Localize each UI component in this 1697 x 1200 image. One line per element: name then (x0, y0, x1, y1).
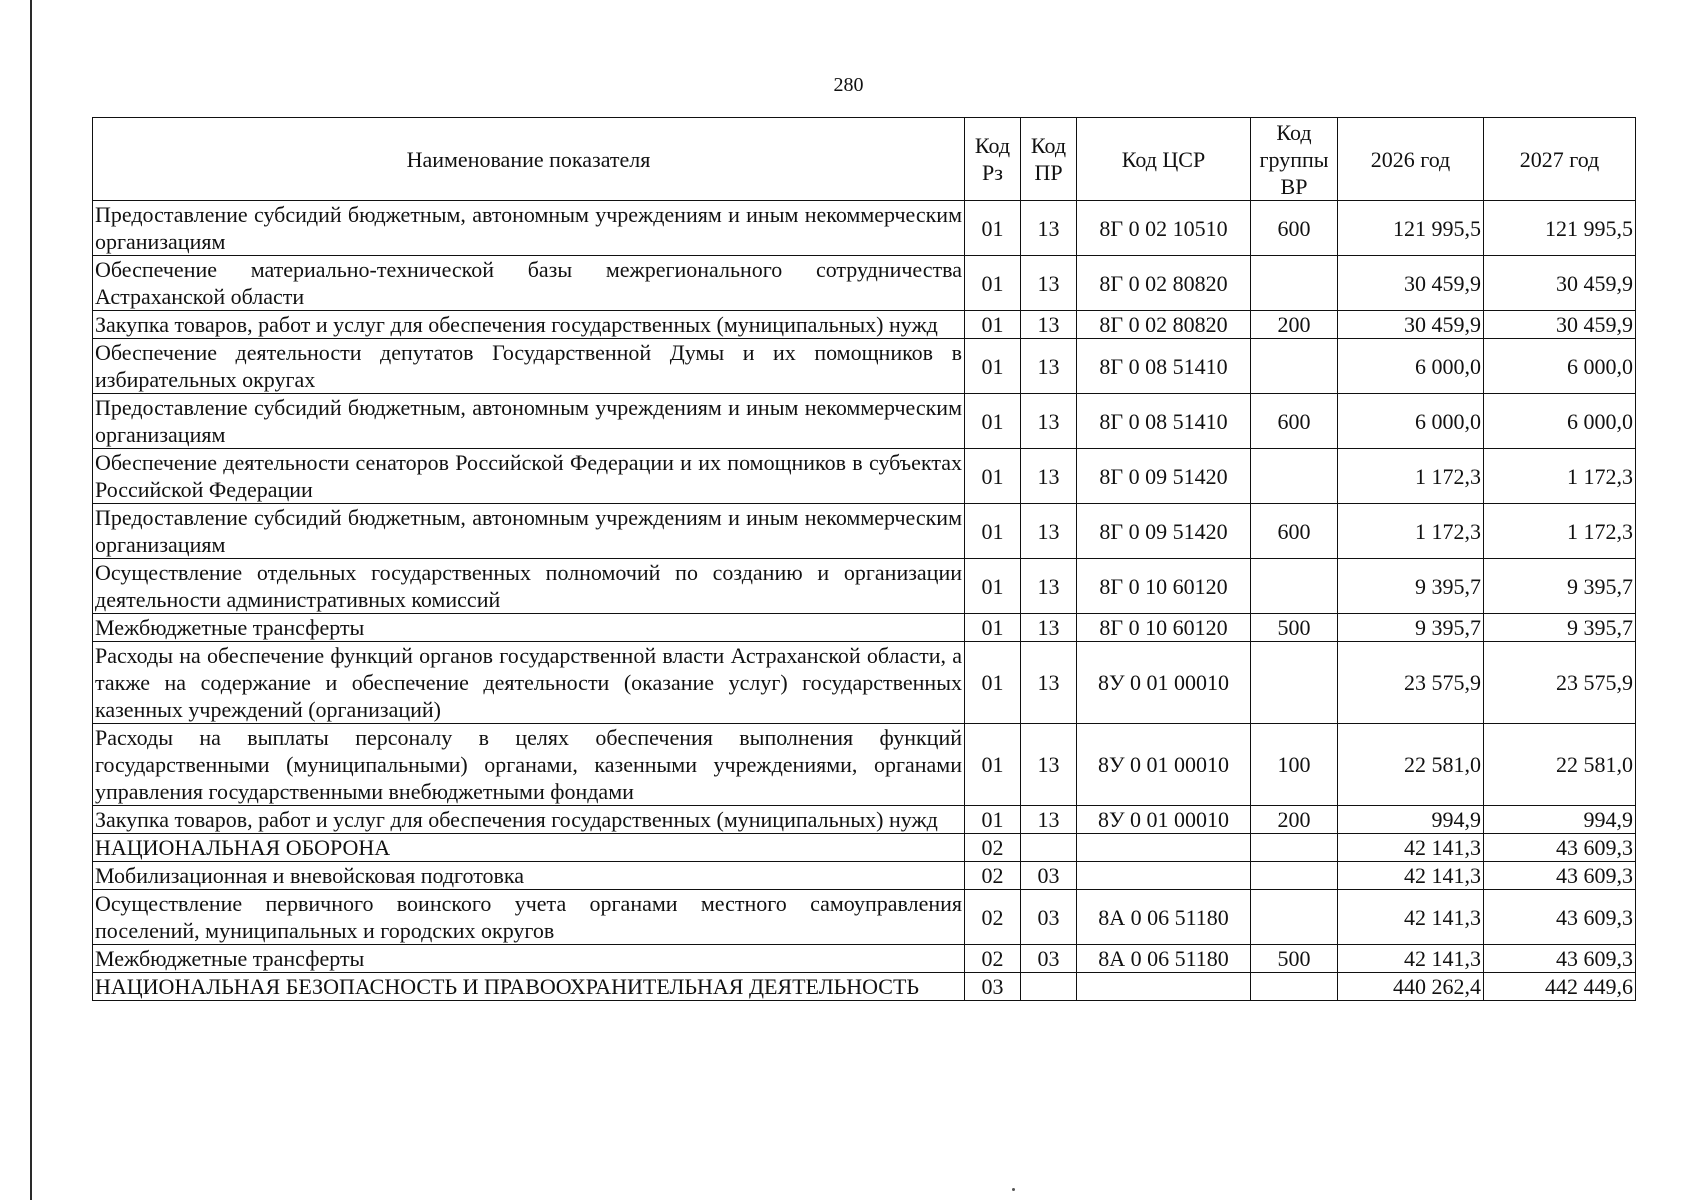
row-rz: 01 (965, 504, 1021, 559)
row-2026: 22 581,0 (1338, 724, 1484, 806)
row-rz: 01 (965, 201, 1021, 256)
header-2026: 2026 год (1338, 118, 1484, 201)
row-vr: 200 (1251, 311, 1338, 339)
table-row (93, 642, 1636, 724)
row-2026: 440 262,4 (1338, 973, 1484, 1001)
table-row (93, 504, 1636, 559)
row-pr: 13 (1021, 614, 1077, 642)
row-2026: 6 000,0 (1338, 339, 1484, 394)
row-csr: 8А 0 06 51180 (1077, 890, 1251, 945)
row-2027: 30 459,9 (1484, 256, 1636, 311)
row-pr (1021, 834, 1077, 862)
row-vr (1251, 339, 1338, 394)
row-vr: 600 (1251, 394, 1338, 449)
row-rz: 01 (965, 339, 1021, 394)
row-rz: 02 (965, 890, 1021, 945)
row-rz: 01 (965, 724, 1021, 806)
row-pr: 13 (1021, 256, 1077, 311)
row-vr (1251, 642, 1338, 724)
row-rz: 01 (965, 256, 1021, 311)
row-name: Осуществление отдельных государственных полномочий по созданию и организации деятельности административных комиссий (93, 559, 965, 614)
row-csr: 8Г 0 08 51410 (1077, 339, 1251, 394)
row-csr (1077, 973, 1251, 1001)
row-vr: 600 (1251, 201, 1338, 256)
row-2026: 23 575,9 (1338, 642, 1484, 724)
row-csr: 8У 0 01 00010 (1077, 724, 1251, 806)
row-pr (1021, 973, 1077, 1001)
row-name: Расходы на выплаты персоналу в целях обеспечения выполнения функций государственными (муниципальными) органами, казенными учреждениями, органами управления государственными внебюджетными фондами (93, 724, 965, 806)
row-csr: 8Г 0 10 60120 (1077, 614, 1251, 642)
row-csr: 8Г 0 10 60120 (1077, 559, 1251, 614)
row-2026: 42 141,3 (1338, 945, 1484, 973)
row-rz: 01 (965, 394, 1021, 449)
row-pr: 13 (1021, 311, 1077, 339)
budget-table (92, 117, 1636, 1001)
row-2027: 43 609,3 (1484, 834, 1636, 862)
row-vr: 100 (1251, 724, 1338, 806)
table-row (93, 724, 1636, 806)
row-vr (1251, 890, 1338, 945)
row-2027: 9 395,7 (1484, 614, 1636, 642)
header-name: Наименование показателя (93, 118, 965, 201)
row-vr: 500 (1251, 945, 1338, 973)
row-rz: 01 (965, 311, 1021, 339)
binding-line (30, 0, 32, 1200)
row-2027: 6 000,0 (1484, 339, 1636, 394)
row-2027: 43 609,3 (1484, 862, 1636, 890)
table-row (93, 311, 1636, 339)
header-vr: Код группы ВР (1251, 118, 1338, 201)
row-2026: 121 995,5 (1338, 201, 1484, 256)
row-csr (1077, 834, 1251, 862)
scan-mark (1012, 1188, 1015, 1191)
row-2027: 23 575,9 (1484, 642, 1636, 724)
row-2027: 1 172,3 (1484, 504, 1636, 559)
header-2027: 2027 год (1484, 118, 1636, 201)
row-pr: 03 (1021, 945, 1077, 973)
table-row (93, 945, 1636, 973)
row-2027: 9 395,7 (1484, 559, 1636, 614)
row-2027: 30 459,9 (1484, 311, 1636, 339)
table-row (93, 449, 1636, 504)
row-vr (1251, 862, 1338, 890)
row-vr (1251, 834, 1338, 862)
row-2026: 994,9 (1338, 806, 1484, 834)
row-vr (1251, 973, 1338, 1001)
row-pr: 13 (1021, 449, 1077, 504)
row-csr: 8Г 0 02 80820 (1077, 311, 1251, 339)
row-2026: 1 172,3 (1338, 449, 1484, 504)
table-row (93, 256, 1636, 311)
row-2027: 994,9 (1484, 806, 1636, 834)
row-2026: 42 141,3 (1338, 862, 1484, 890)
row-2027: 1 172,3 (1484, 449, 1636, 504)
row-rz: 02 (965, 945, 1021, 973)
row-csr: 8Г 0 02 10510 (1077, 201, 1251, 256)
header-csr: Код ЦСР (1077, 118, 1251, 201)
row-pr: 13 (1021, 806, 1077, 834)
row-rz: 02 (965, 834, 1021, 862)
row-vr: 600 (1251, 504, 1338, 559)
row-csr: 8Г 0 09 51420 (1077, 449, 1251, 504)
table-header-row (93, 118, 1636, 201)
row-2026: 9 395,7 (1338, 614, 1484, 642)
row-vr (1251, 256, 1338, 311)
table-row (93, 201, 1636, 256)
row-csr: 8У 0 01 00010 (1077, 642, 1251, 724)
row-pr: 13 (1021, 201, 1077, 256)
header-rz: Код Рз (965, 118, 1021, 201)
row-2026: 6 000,0 (1338, 394, 1484, 449)
header-pr: Код ПР (1021, 118, 1077, 201)
row-pr: 13 (1021, 394, 1077, 449)
row-2026: 30 459,9 (1338, 311, 1484, 339)
row-csr (1077, 862, 1251, 890)
row-2026: 1 172,3 (1338, 504, 1484, 559)
row-name: Межбюджетные трансферты (93, 945, 965, 973)
row-name: Предоставление субсидий бюджетным, автономным учреждениям и иным некоммерческим организациям (93, 504, 965, 559)
row-2027: 22 581,0 (1484, 724, 1636, 806)
row-2027: 43 609,3 (1484, 945, 1636, 973)
row-rz: 03 (965, 973, 1021, 1001)
table-row (93, 862, 1636, 890)
row-csr: 8У 0 01 00010 (1077, 806, 1251, 834)
row-csr: 8Г 0 08 51410 (1077, 394, 1251, 449)
row-2027: 6 000,0 (1484, 394, 1636, 449)
row-rz: 01 (965, 559, 1021, 614)
row-name: Предоставление субсидий бюджетным, автономным учреждениям и иным некоммерческим организациям (93, 201, 965, 256)
row-name: Обеспечение деятельности депутатов Государственной Думы и их помощников в избирательных округах (93, 339, 965, 394)
row-pr: 13 (1021, 642, 1077, 724)
row-name: Закупка товаров, работ и услуг для обеспечения государственных (муниципальных) нужд (93, 311, 965, 339)
row-2026: 9 395,7 (1338, 559, 1484, 614)
row-rz: 01 (965, 614, 1021, 642)
row-name: НАЦИОНАЛЬНАЯ БЕЗОПАСНОСТЬ И ПРАВООХРАНИТЕЛЬНАЯ ДЕЯТЕЛЬНОСТЬ (93, 973, 965, 1001)
row-pr: 13 (1021, 504, 1077, 559)
row-2027: 121 995,5 (1484, 201, 1636, 256)
row-name: Обеспечение материально-технической базы межрегионального сотрудничества Астраханской области (93, 256, 965, 311)
table-row (93, 806, 1636, 834)
table-row (93, 890, 1636, 945)
row-name: Расходы на обеспечение функций органов государственной власти Астраханской области, а также на содержание и обеспечение деятельности (оказание услуг) государственных казенных учреждений (организаций) (93, 642, 965, 724)
row-rz: 01 (965, 449, 1021, 504)
row-pr: 03 (1021, 890, 1077, 945)
row-2026: 30 459,9 (1338, 256, 1484, 311)
row-name: Предоставление субсидий бюджетным, автономным учреждениям и иным некоммерческим организациям (93, 394, 965, 449)
row-rz: 01 (965, 642, 1021, 724)
table-row (93, 973, 1636, 1001)
row-pr: 13 (1021, 339, 1077, 394)
row-rz: 01 (965, 806, 1021, 834)
row-2026: 42 141,3 (1338, 834, 1484, 862)
table-row (93, 394, 1636, 449)
table-row (93, 834, 1636, 862)
row-pr: 13 (1021, 559, 1077, 614)
page-number: 280 (833, 74, 864, 96)
row-pr: 13 (1021, 724, 1077, 806)
row-vr (1251, 559, 1338, 614)
row-name: Закупка товаров, работ и услуг для обеспечения государственных (муниципальных) нужд (93, 806, 965, 834)
row-2026: 42 141,3 (1338, 890, 1484, 945)
row-vr (1251, 449, 1338, 504)
row-csr: 8А 0 06 51180 (1077, 945, 1251, 973)
table-row (93, 339, 1636, 394)
table-row (93, 614, 1636, 642)
row-csr: 8Г 0 02 80820 (1077, 256, 1251, 311)
row-pr: 03 (1021, 862, 1077, 890)
row-name: НАЦИОНАЛЬНАЯ ОБОРОНА (93, 834, 965, 862)
row-name: Обеспечение деятельности сенаторов Российской Федерации и их помощников в субъектах Российской Федерации (93, 449, 965, 504)
row-rz: 02 (965, 862, 1021, 890)
table-row (93, 559, 1636, 614)
row-name: Мобилизационная и вневойсковая подготовка (93, 862, 965, 890)
row-name: Межбюджетные трансферты (93, 614, 965, 642)
row-vr: 200 (1251, 806, 1338, 834)
row-csr: 8Г 0 09 51420 (1077, 504, 1251, 559)
row-vr: 500 (1251, 614, 1338, 642)
row-2027: 442 449,6 (1484, 973, 1636, 1001)
row-name: Осуществление первичного воинского учета органами местного самоуправления поселений, муниципальных и городских округов (93, 890, 965, 945)
row-2027: 43 609,3 (1484, 890, 1636, 945)
